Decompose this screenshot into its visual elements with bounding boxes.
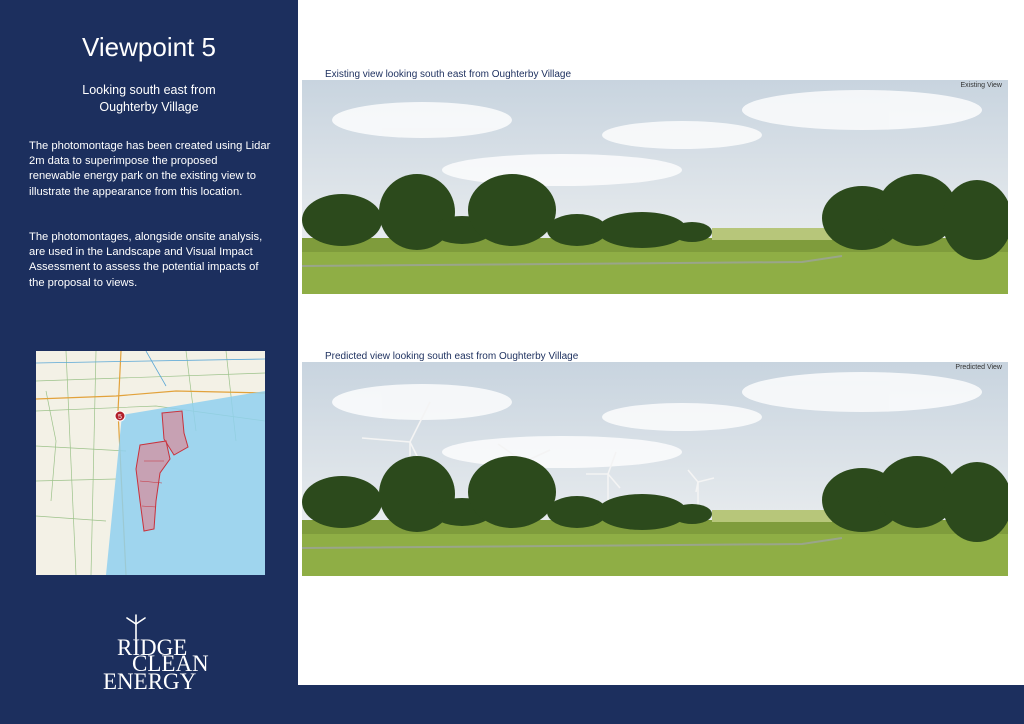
predicted-view-photo	[302, 362, 1008, 576]
viewpoint-marker-label: 5	[118, 414, 122, 421]
description-paragraph-2: The photomontages, alongside onsite analysis, are used in the Landscape and Visual Impact Assessment to assess the potential impacts of the proposal to views.	[29, 231, 263, 289]
predicted-view-tag: Predicted View	[955, 364, 1002, 371]
existing-view-tag: Existing View	[960, 82, 1002, 89]
logo-line-clean: CLEAN	[132, 651, 209, 676]
page-subtitle: Looking south east from Oughterby Village	[82, 83, 216, 114]
logo-line-energy: ENERGY	[103, 669, 197, 694]
main-content	[298, 0, 1024, 685]
description-paragraph-1: The photomontage has been created using Lidar 2m data to superimpose the proposed renewable energy park on the existing view to illustrate the appearance from this location.	[29, 140, 271, 198]
sidebar	[0, 0, 298, 724]
location-map	[36, 351, 265, 575]
existing-view-caption: Existing view looking south east from Oughterby Village	[325, 69, 572, 80]
page-title: Viewpoint 5	[82, 32, 216, 62]
existing-view-photo	[302, 80, 1008, 294]
logo-line-ridge: RIDGE	[117, 635, 188, 660]
ridge-clean-energy-logo	[95, 614, 209, 694]
footer-band	[298, 685, 1024, 724]
predicted-view-caption: Predicted view looking south east from Oughterby Village	[325, 351, 579, 362]
